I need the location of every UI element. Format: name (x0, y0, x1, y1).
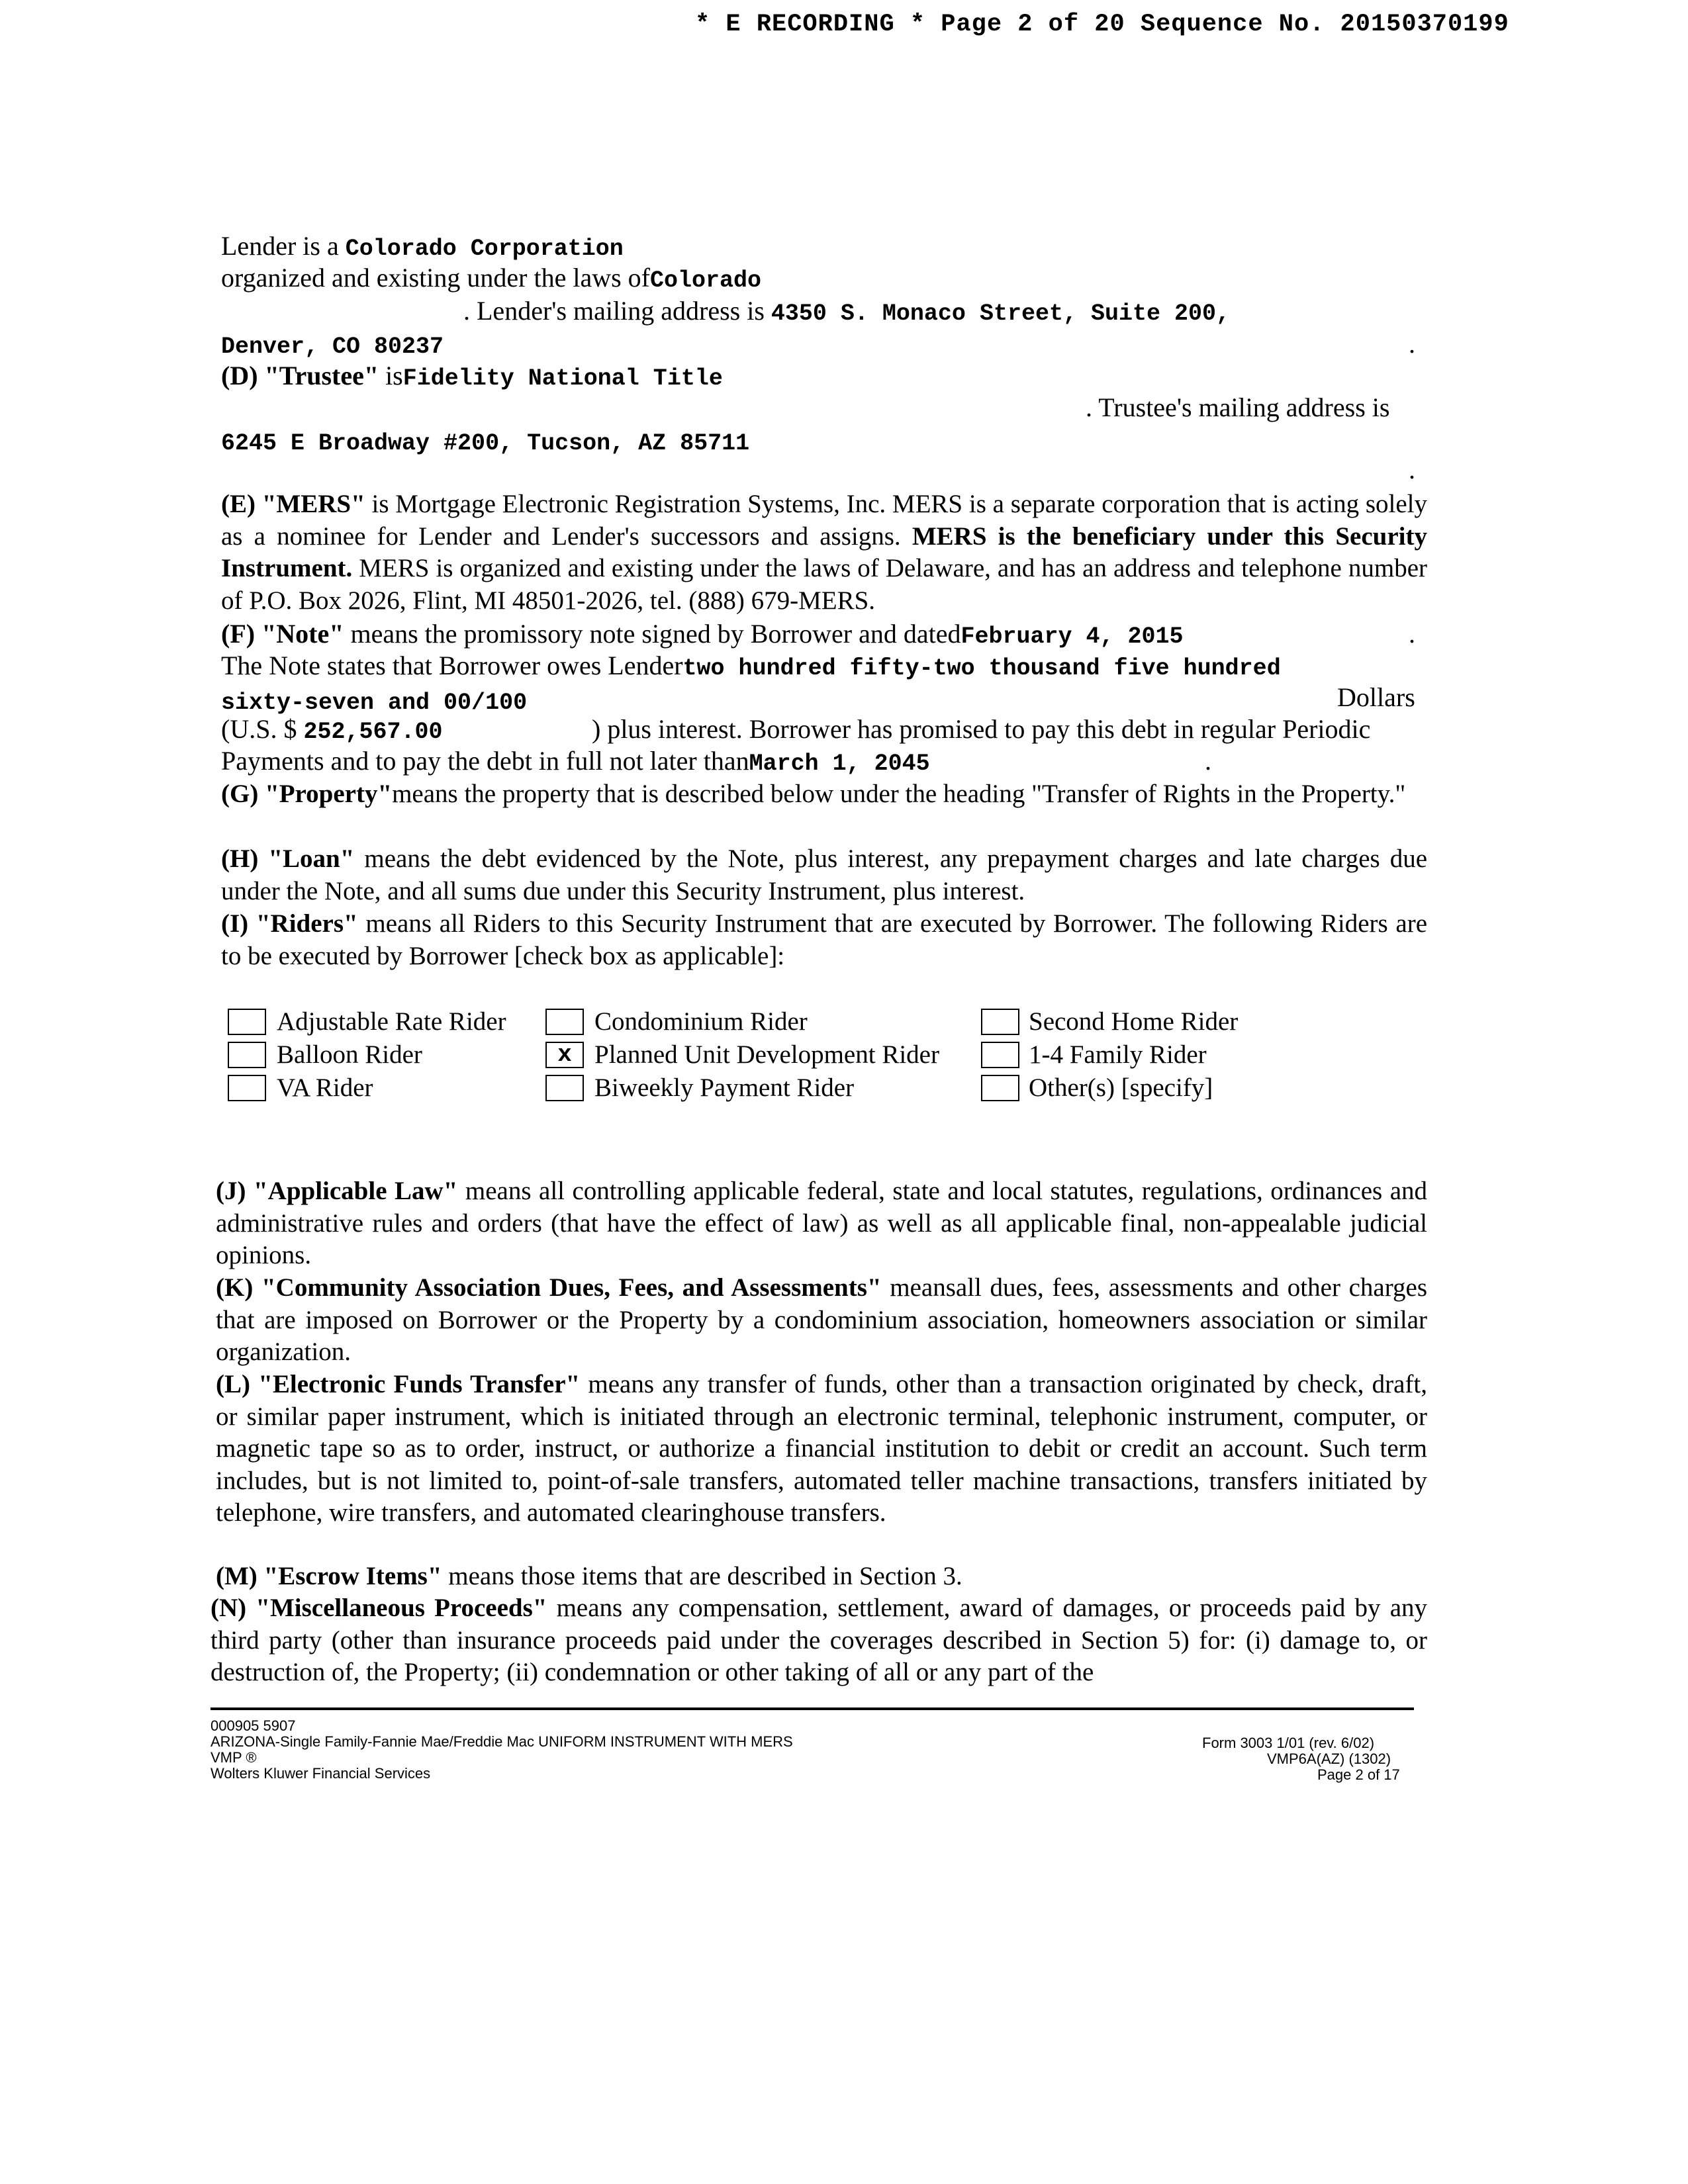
applicable-law-text: means all controlling applicable federal, state and local statutes, regulations, ordinances and administrative rules and orders (that have the effect of law) as well as all applicable final, non-appealable judicial opinions. (216, 1177, 1428, 1269)
applicable-law-letter: (J) (216, 1177, 246, 1205)
loan-text: means the debt evidenced by the Note, plus interest, any prepayment charges and late charges due under the Note, and all sums due under this Security Instrument, plus interest. (221, 844, 1428, 905)
rider-checkbox-balloon[interactable] (228, 1042, 266, 1068)
note-amount: 252,567.00 (303, 719, 443, 745)
mers-definition (221, 488, 1427, 617)
rider-checkbox-biweekly[interactable] (545, 1075, 584, 1101)
rider-label-adjustable-rate: Adjustable Rate Rider (277, 1007, 506, 1036)
note-date: February 4, 2015 (961, 623, 1184, 650)
lender-prefix: Lender is a (221, 231, 339, 261)
eft-letter: (L) (216, 1370, 250, 1398)
lender-mailing-line (463, 295, 1230, 330)
note-text1: means the promissory note signed by Borrower and dated (344, 619, 961, 649)
rider-label-balloon: Balloon Rider (277, 1040, 422, 1069)
trustee-label: "Trustee" (264, 361, 379, 390)
misc-proceeds-definition (211, 1592, 1427, 1689)
footer-vmp: VMP ® (211, 1749, 257, 1766)
property-text: means the property that is described below under the heading "Transfer of Rights in the Property." (392, 780, 1406, 808)
note-dollars: Dollars (1337, 682, 1415, 712)
note-amount-words-line1: two hundred fifty-two thousand five hundred (682, 655, 1281, 682)
eft-label: "Electronic Funds Transfer" (258, 1370, 581, 1398)
mers-bold: MERS is the beneficiary under this Security Instrument. (221, 522, 1427, 582)
riders-label: "Riders" (256, 909, 358, 938)
rider-label-condominium: Condominium Rider (594, 1007, 808, 1036)
rider-checkbox-1-4-family[interactable] (981, 1042, 1019, 1068)
note-maturity-line (221, 745, 930, 780)
loan-definition (221, 843, 1427, 907)
rider-checkbox-second-home[interactable] (981, 1009, 1019, 1035)
escrow-letter: (M) (216, 1562, 258, 1590)
note-owes-prefix: The Note states that Borrower owes Lender (221, 651, 683, 680)
riders-letter: (I) (221, 909, 249, 938)
rider-checkbox-va[interactable] (228, 1075, 266, 1101)
rider-checkbox-adjustable-rate[interactable] (228, 1009, 266, 1035)
note-us-line (221, 713, 443, 748)
applicable-law-definition (216, 1175, 1427, 1272)
note-us-prefix: (U.S. $ (221, 714, 297, 744)
escrow-label: "Escrow Items" (263, 1562, 442, 1590)
note-label: "Note" (261, 619, 344, 649)
footer-rule (211, 1707, 1414, 1710)
rider-label-pud: Planned Unit Development Rider (594, 1040, 939, 1069)
footer-company: Wolters Kluwer Financial Services (211, 1765, 431, 1782)
eft-definition (216, 1369, 1427, 1529)
property-label: "Property" (265, 780, 393, 808)
community-definition (216, 1272, 1427, 1369)
note-maturity: March 1, 2045 (749, 751, 930, 777)
community-label: "Community Association Dues, Fees, and Assessments" (261, 1273, 882, 1302)
lender-state: Colorado (649, 267, 761, 294)
lender-address-line1: 4350 S. Monaco Street, Suite 200, (771, 300, 1231, 327)
trustee-period: . (1409, 455, 1415, 484)
community-letter: (K) (216, 1273, 254, 1302)
loan-letter: (H) (221, 844, 259, 873)
footer-form-code: VMP6A(AZ) (1302) (1267, 1751, 1391, 1767)
trustee-mailing-prefix: . Trustee's mailing address is (1086, 392, 1390, 422)
lender-period: . (1409, 329, 1415, 359)
rider-label-other: Other(s) [specify] (1029, 1073, 1213, 1102)
note-amount-words-line2: sixty-seven and 00/100 (221, 690, 528, 716)
footer-page: Page 2 of 17 (1317, 1766, 1400, 1783)
mers-label: "MERS" (261, 490, 365, 518)
property-definition (221, 778, 1427, 811)
mers-text2: MERS is organized and existing under the laws of Delaware, and has an address and telephone number of P.O. Box 2026, Flint, MI 48501-2026, tel. (888) 679-MERS. (221, 554, 1427, 615)
escrow-definition (216, 1561, 1427, 1593)
note-line1 (221, 618, 1184, 653)
misc-letter: (N) (211, 1594, 247, 1622)
loan-label: "Loan" (268, 844, 355, 873)
footer-form: Form 3003 1/01 (rev. 6/02) (1202, 1735, 1375, 1751)
rider-label-1-4-family: 1-4 Family Rider (1029, 1040, 1207, 1069)
footer-code: 000905 5907 (211, 1717, 296, 1734)
mers-letter: (E) (221, 490, 256, 518)
lender-mailing-prefix: . Lender's mailing address is (463, 296, 765, 326)
lender-line (221, 230, 624, 265)
rider-label-biweekly: Biweekly Payment Rider (594, 1073, 855, 1102)
note-period: . (1409, 619, 1415, 649)
trustee-address: 6245 E Broadway #200, Tucson, AZ 85711 (221, 430, 750, 457)
note-letter: (F) (221, 619, 256, 649)
rider-label-va: VA Rider (277, 1073, 373, 1102)
rider-checkbox-condominium[interactable] (545, 1009, 584, 1035)
rider-checkbox-other[interactable] (981, 1075, 1019, 1101)
trustee-line (221, 360, 723, 394)
escrow-text: means those items that are described in Section 3. (442, 1562, 962, 1590)
misc-text: means any compensation, settlement, award of damages, or proceeds paid by any third party (other than insurance proceeds paid under the coverages described in Section 5) for: (i) damage to, or destruction of, the Property; (ii) condemnation or other taking of all or any part of the (211, 1594, 1427, 1686)
trustee-name: Fidelity National Title (402, 365, 723, 392)
mers-text1: is Mortgage Electronic Registration Systems, Inc. MERS is a separate corporation that is acting solely as a nominee for Lender and Lender's successors and assigns. (221, 490, 1427, 551)
rider-label-second-home: Second Home Rider (1029, 1007, 1239, 1036)
note-text3: Payments and to pay the debt in full not later than (221, 746, 749, 776)
rider-checkbox-pud[interactable]: x (545, 1042, 584, 1068)
recording-header: * E RECORDING * Page 2 of 20 Sequence No. 20150370199 (695, 11, 1509, 38)
footer-title: ARIZONA-Single Family-Fannie Mae/Freddie Mac UNIFORM INSTRUMENT WITH MERS (211, 1733, 793, 1750)
lender-address-line2: Denver, CO 80237 (221, 334, 444, 360)
riders-text: means all Riders to this Security Instrument that are executed by Borrower. The following Riders are to be executed by Borrower [check box as applicable]: (221, 909, 1428, 970)
trustee-letter: (D) (221, 361, 258, 390)
note-owes-line (221, 650, 1281, 684)
property-letter: (G) (221, 780, 259, 808)
lender-organized-prefix: organized and existing under the laws of (221, 263, 650, 293)
riders-definition (221, 908, 1427, 972)
lender-organized-line (221, 262, 761, 296)
note-text2: ) plus interest. Borrower has promised to pay this debt in regular Periodic (592, 714, 1371, 744)
eft-text: means any transfer of funds, other than a transaction originated by check, draft, or similar paper instrument, which is initiated through an electronic terminal, telephonic instrument, computer, or magnetic tape so as to order, instruct, or authorize a financial institution to debit or credit an account. Such term includes, but is not limited to, point-of-sale transfers, automated teller machine transactions, transfers initiated by telephone, wire transfers, and automated clearinghouse transfers. (216, 1370, 1427, 1527)
misc-label: "Miscellaneous Proceeds" (256, 1594, 547, 1622)
applicable-law-label: "Applicable Law" (254, 1177, 458, 1205)
lender-type: Colorado Corporation (345, 236, 624, 262)
trustee-is: is (385, 361, 403, 390)
note-period2: . (1205, 746, 1211, 776)
community-text: meansall dues, fees, assessments and other charges that are imposed on Borrower or the Property by a condominium association, homeowners association or similar organization. (216, 1273, 1428, 1366)
